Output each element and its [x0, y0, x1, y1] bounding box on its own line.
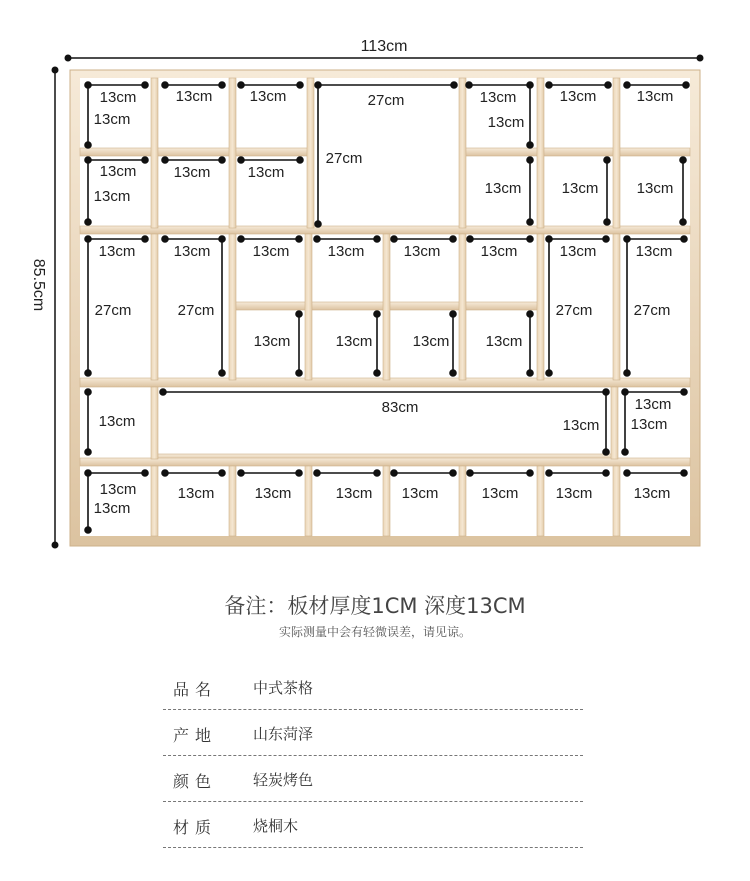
dim-label: 13cm [335, 485, 373, 502]
dim-label: 13cm [254, 485, 292, 502]
dim-label: 13cm [636, 88, 674, 105]
dim-label: 27cm [325, 150, 363, 167]
dim-label: 13cm [98, 413, 136, 430]
overall-width-label: 113cm [360, 38, 408, 55]
dim-label: 27cm [94, 302, 132, 319]
dim-label: 13cm [634, 396, 672, 413]
dim-label: 13cm [177, 485, 215, 502]
dim-label: 13cm [635, 243, 673, 260]
dim-label: 13cm [99, 163, 137, 180]
dim-label: 13cm [249, 88, 287, 105]
dim-label: 13cm [253, 333, 291, 350]
dim-label: 13cm [99, 89, 137, 106]
overall-height-label: 85.5cm [30, 258, 47, 312]
spec-key: 材质 [173, 818, 218, 837]
overall-height-dimension [30, 67, 59, 549]
spec-value: 轻炭烤色 [253, 771, 314, 789]
dim-label: 13cm [335, 333, 373, 350]
spec-key: 产地 [173, 726, 218, 745]
spec-key: 颜色 [173, 772, 218, 791]
dim-label: 13cm [401, 485, 439, 502]
dim-label: 13cm [633, 485, 671, 502]
dim-label: 27cm [555, 302, 593, 319]
measurement-disclaimer: 实际测量中会有轻微误差，请见谅。 [278, 625, 471, 639]
dim-label: 13cm [175, 88, 213, 105]
dim-label: 13cm [484, 180, 522, 197]
spec-row-material [163, 802, 583, 848]
dim-label: 13cm [555, 485, 593, 502]
dim-label: 27cm [367, 92, 405, 109]
dim-label: 27cm [633, 302, 671, 319]
dim-label: 13cm [412, 333, 450, 350]
dim-label: 13cm [93, 500, 131, 517]
spec-table [163, 664, 583, 848]
dim-label: 13cm [559, 243, 597, 260]
spec-key: 品名 [173, 680, 218, 699]
dim-label: 83cm [381, 399, 419, 416]
dim-label: 13cm [403, 243, 441, 260]
dim-label: 13cm [481, 485, 519, 502]
board-thickness-note: 备注：板材厚度1CM 深度13CM [224, 594, 526, 618]
dim-label: 13cm [636, 180, 674, 197]
dim-label: 27cm [177, 302, 215, 319]
dim-label: 13cm [630, 416, 668, 433]
dim-label: 13cm [98, 243, 136, 260]
dim-label: 13cm [479, 89, 517, 106]
dim-label: 13cm [485, 333, 523, 350]
dim-label: 13cm [247, 164, 285, 181]
dim-label: 13cm [99, 481, 137, 498]
dim-label: 13cm [173, 243, 211, 260]
spec-value: 山东菏泽 [253, 725, 314, 743]
dim-label: 13cm [559, 88, 597, 105]
spec-row-origin [163, 710, 583, 756]
dim-label: 13cm [561, 180, 599, 197]
overall-width-dimension [65, 38, 704, 62]
dim-label: 13cm [327, 243, 365, 260]
dim-label: 13cm [252, 243, 290, 260]
dim-label: 13cm [93, 111, 131, 128]
spec-value: 中式茶格 [253, 679, 314, 697]
spec-value: 烧桐木 [253, 817, 299, 835]
spec-row-name [163, 664, 583, 710]
dim-label: 13cm [173, 164, 211, 181]
spec-row-color [163, 756, 583, 802]
dim-label: 13cm [480, 243, 518, 260]
dim-label: 13cm [562, 417, 600, 434]
dim-label: 13cm [93, 188, 131, 205]
dim-label: 13cm [487, 114, 525, 131]
